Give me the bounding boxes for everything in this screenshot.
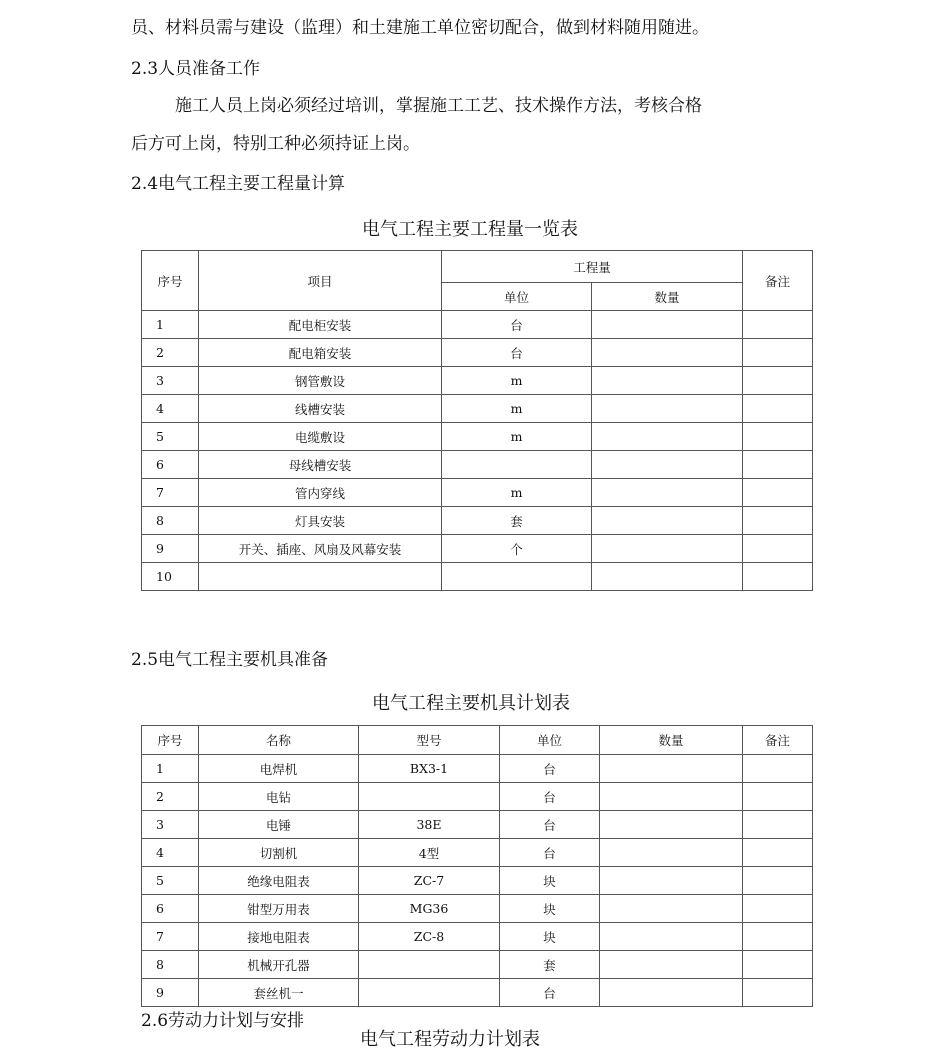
labor-table-title: 电气工程劳动力计划表 xyxy=(360,1029,540,1050)
row-number: 9 xyxy=(142,535,199,563)
table-row xyxy=(142,339,813,367)
row-number: 9 xyxy=(142,979,199,1007)
row-name: 接地电阻表 xyxy=(199,923,359,951)
section-heading-2-4: 2.4电气工程主要工程量计算 xyxy=(131,174,346,194)
row-unit: 块 xyxy=(500,895,600,923)
row-name: 绝缘电阻表 xyxy=(199,867,359,895)
row-name: 电锤 xyxy=(199,811,359,839)
row-remark xyxy=(743,979,813,1007)
row-remark xyxy=(743,867,813,895)
row-remark xyxy=(743,783,813,811)
header-no: 序号 xyxy=(142,726,199,755)
table-row xyxy=(142,783,813,811)
row-amount xyxy=(600,923,743,951)
section-heading-2-3: 2.3人员准备工作 xyxy=(131,59,261,79)
table-row xyxy=(142,535,813,563)
row-amount xyxy=(600,951,743,979)
row-model xyxy=(359,951,500,979)
row-number: 4 xyxy=(142,839,199,867)
paragraph-personnel-line2: 后方可上岗，特别工种必须持证上岗。 xyxy=(131,134,420,154)
row-remark xyxy=(743,395,813,423)
row-unit xyxy=(442,563,592,591)
row-amount xyxy=(592,339,743,367)
row-unit: 个 xyxy=(442,535,592,563)
header-remark: 备注 xyxy=(743,726,813,755)
table-row xyxy=(142,507,813,535)
table-row xyxy=(142,395,813,423)
row-number: 5 xyxy=(142,867,199,895)
row-remark xyxy=(743,839,813,867)
row-item: 灯具安装 xyxy=(199,507,442,535)
row-name: 套丝机一 xyxy=(199,979,359,1007)
row-remark xyxy=(743,507,813,535)
row-number: 5 xyxy=(142,423,199,451)
table-row xyxy=(142,839,813,867)
paragraph-materials-end: 员、材料员需与建设（监理）和土建施工单位密切配合，做到材料随用随进。 xyxy=(131,18,709,38)
paragraph-personnel-line1: 施工人员上岗必须经过培训，掌握施工工艺、技术操作方法，考核合格 xyxy=(175,96,702,116)
row-amount xyxy=(592,423,743,451)
header-quantities: 工程量 xyxy=(442,251,743,283)
row-unit: m xyxy=(442,367,592,395)
table-row xyxy=(142,895,813,923)
row-unit: 台 xyxy=(500,839,600,867)
table-row xyxy=(142,811,813,839)
row-number: 8 xyxy=(142,951,199,979)
header-name: 名称 xyxy=(199,726,359,755)
row-number: 3 xyxy=(142,367,199,395)
row-item: 开关、插座、风扇及风幕安装 xyxy=(199,535,442,563)
row-number: 2 xyxy=(142,339,199,367)
row-model: 4型 xyxy=(359,839,500,867)
row-item: 配电箱安装 xyxy=(199,339,442,367)
row-number: 2 xyxy=(142,783,199,811)
row-model xyxy=(359,979,500,1007)
row-amount xyxy=(592,535,743,563)
row-name: 电焊机 xyxy=(199,755,359,783)
quantity-table xyxy=(141,250,813,591)
header-remark: 备注 xyxy=(743,251,813,311)
row-model: 38E xyxy=(359,811,500,839)
row-amount xyxy=(600,839,743,867)
table-row xyxy=(142,563,813,591)
row-number: 6 xyxy=(142,895,199,923)
row-amount xyxy=(600,867,743,895)
row-amount xyxy=(592,563,743,591)
row-item: 线槽安装 xyxy=(199,395,442,423)
row-number: 6 xyxy=(142,451,199,479)
row-name: 钳型万用表 xyxy=(199,895,359,923)
row-unit: 套 xyxy=(442,507,592,535)
row-item: 管内穿线 xyxy=(199,479,442,507)
row-remark xyxy=(743,811,813,839)
header-item: 项目 xyxy=(199,251,442,311)
row-item: 母线槽安装 xyxy=(199,451,442,479)
row-remark xyxy=(743,339,813,367)
row-number: 3 xyxy=(142,811,199,839)
table-row xyxy=(142,423,813,451)
table-row xyxy=(142,479,813,507)
header-amount: 数量 xyxy=(592,283,743,311)
table-row xyxy=(142,755,813,783)
row-remark xyxy=(743,755,813,783)
header-unit: 单位 xyxy=(500,726,600,755)
row-name: 切割机 xyxy=(199,839,359,867)
row-remark xyxy=(743,951,813,979)
row-name: 机械开孔器 xyxy=(199,951,359,979)
row-remark xyxy=(743,311,813,339)
tools-table-title: 电气工程主要机具计划表 xyxy=(372,693,570,714)
row-remark xyxy=(743,895,813,923)
table-row xyxy=(142,951,813,979)
row-amount xyxy=(600,979,743,1007)
row-amount xyxy=(600,755,743,783)
row-unit: m xyxy=(442,423,592,451)
row-amount xyxy=(600,811,743,839)
row-number: 10 xyxy=(142,563,199,591)
row-unit: 台 xyxy=(500,755,600,783)
table-row xyxy=(142,367,813,395)
row-item xyxy=(199,563,442,591)
row-model xyxy=(359,783,500,811)
row-number: 4 xyxy=(142,395,199,423)
header-unit: 单位 xyxy=(442,283,592,311)
quantity-table-title: 电气工程主要工程量一览表 xyxy=(362,219,578,240)
row-number: 1 xyxy=(142,311,199,339)
row-model: ZC-7 xyxy=(359,867,500,895)
row-unit: m xyxy=(442,395,592,423)
row-unit xyxy=(442,451,592,479)
table-row xyxy=(142,923,813,951)
row-model: BX3-1 xyxy=(359,755,500,783)
row-remark xyxy=(743,923,813,951)
row-remark xyxy=(743,423,813,451)
row-number: 1 xyxy=(142,755,199,783)
row-amount xyxy=(592,507,743,535)
row-amount xyxy=(592,311,743,339)
table-row xyxy=(142,979,813,1007)
row-amount xyxy=(600,895,743,923)
table-row xyxy=(142,311,813,339)
row-unit: 台 xyxy=(500,979,600,1007)
row-model: ZC-8 xyxy=(359,923,500,951)
row-item: 钢管敷设 xyxy=(199,367,442,395)
row-remark xyxy=(743,367,813,395)
row-model: MG36 xyxy=(359,895,500,923)
tools-table xyxy=(141,725,813,1007)
row-unit: 台 xyxy=(442,339,592,367)
row-remark xyxy=(743,535,813,563)
row-remark xyxy=(743,479,813,507)
row-unit: 块 xyxy=(500,867,600,895)
row-amount xyxy=(592,367,743,395)
row-number: 7 xyxy=(142,479,199,507)
row-unit: 台 xyxy=(442,311,592,339)
row-number: 7 xyxy=(142,923,199,951)
header-amount: 数量 xyxy=(600,726,743,755)
row-amount xyxy=(592,451,743,479)
row-name: 电钻 xyxy=(199,783,359,811)
row-number: 8 xyxy=(142,507,199,535)
row-unit: m xyxy=(442,479,592,507)
row-remark xyxy=(743,563,813,591)
row-unit: 套 xyxy=(500,951,600,979)
row-amount xyxy=(592,395,743,423)
row-item: 配电柜安装 xyxy=(199,311,442,339)
header-no: 序号 xyxy=(142,251,199,311)
row-amount xyxy=(592,479,743,507)
row-item: 电缆敷设 xyxy=(199,423,442,451)
section-heading-2-6: 2.6劳动力计划与安排 xyxy=(141,1011,305,1031)
row-unit: 块 xyxy=(500,923,600,951)
header-model: 型号 xyxy=(359,726,500,755)
row-unit: 台 xyxy=(500,783,600,811)
row-amount xyxy=(600,783,743,811)
table-row xyxy=(142,867,813,895)
table-row xyxy=(142,451,813,479)
row-unit: 台 xyxy=(500,811,600,839)
section-heading-2-5: 2.5电气工程主要机具准备 xyxy=(131,650,329,670)
row-remark xyxy=(743,451,813,479)
